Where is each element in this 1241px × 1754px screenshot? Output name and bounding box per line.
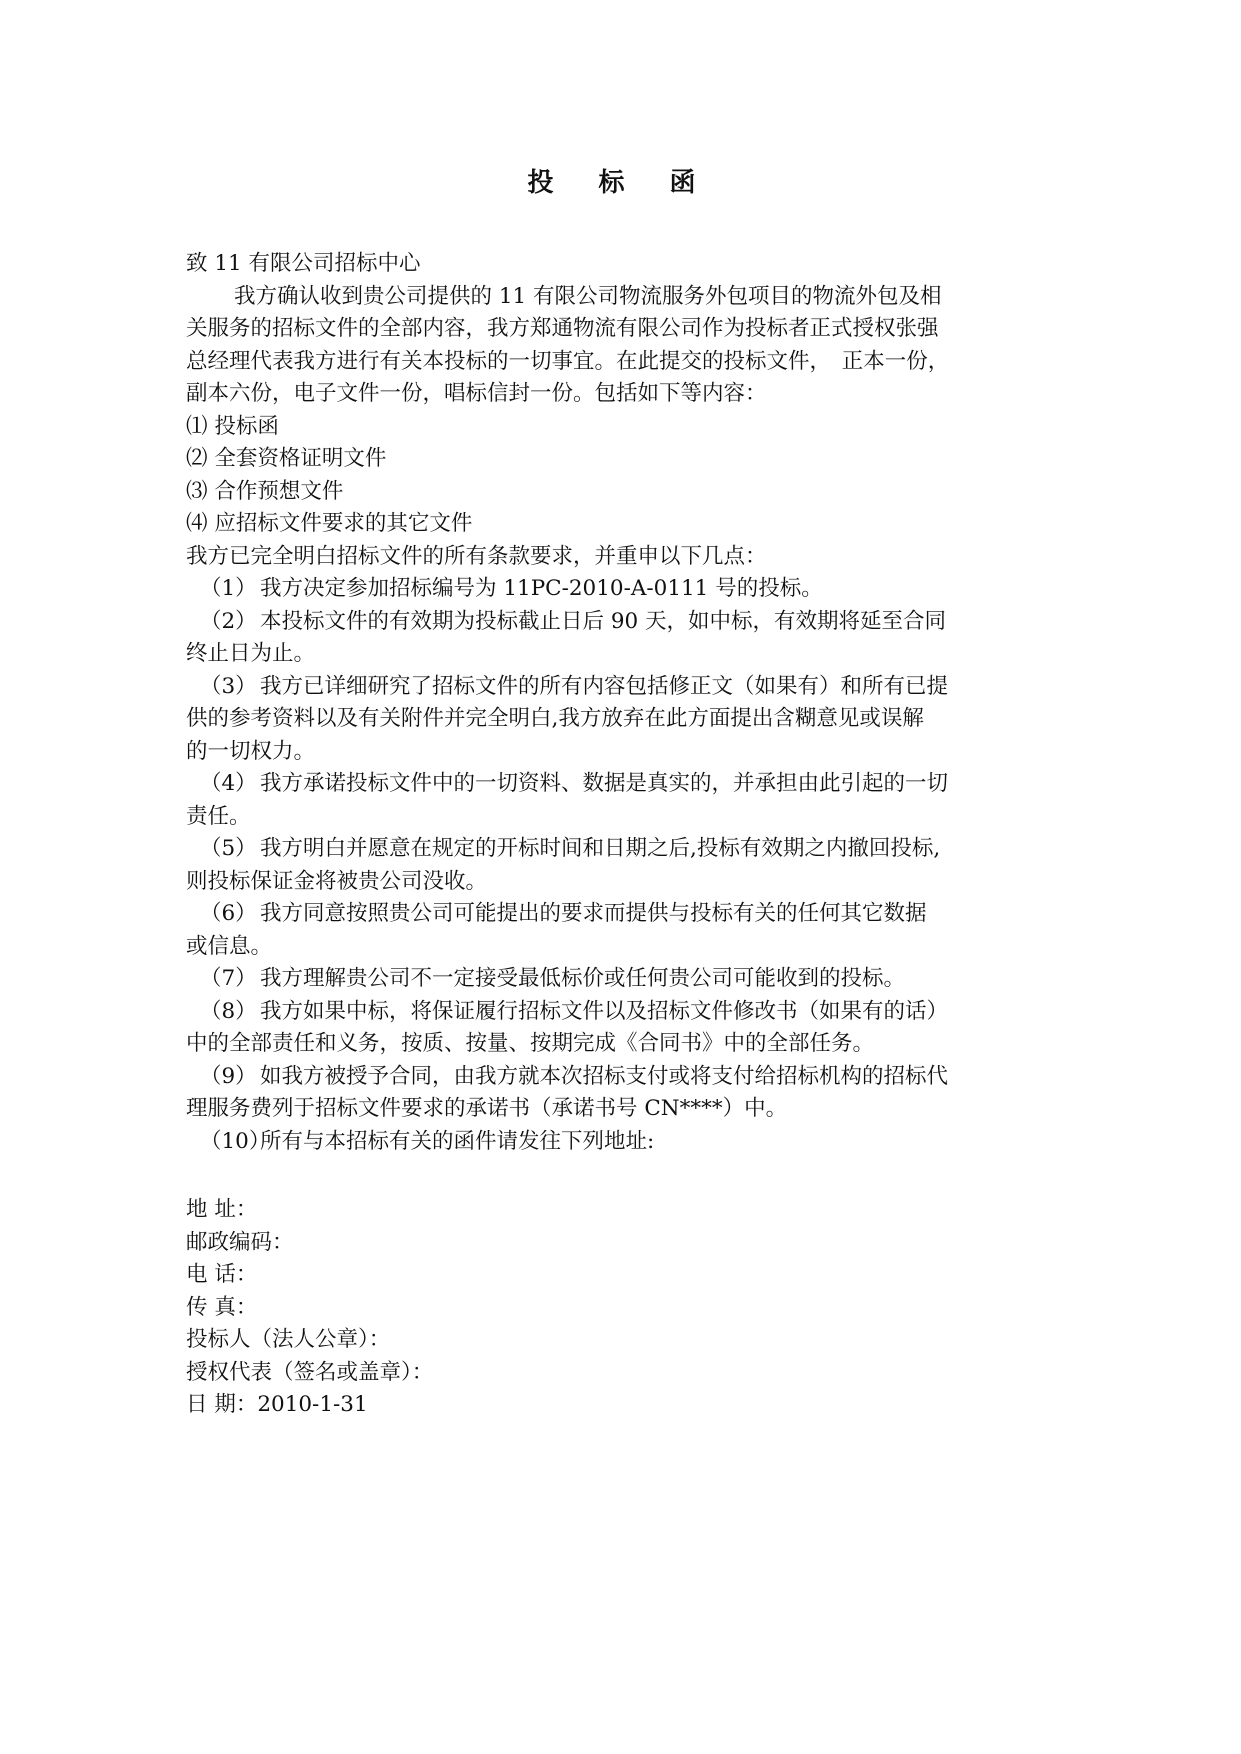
point-text-continued: 理服务费列于招标文件要求的承诺书（承诺书号 CN****）中。 [186, 1096, 788, 1121]
point-item [186, 1061, 1066, 1094]
postal-code-field: 邮政编码： [186, 1229, 294, 1255]
point-number: （4） [200, 771, 257, 796]
point-item [186, 671, 1066, 704]
point-text: 所有与本招标有关的函件请发往下列地址: [260, 1128, 655, 1154]
point-item [186, 606, 1066, 639]
contents-list-item: ⑷ 应招标文件要求的其它文件 [186, 511, 473, 536]
point-item [186, 1126, 1066, 1159]
intro-line: 副本六份，电子文件一份，唱标信封一份。包括如下等内容： [186, 381, 767, 406]
intro-line: 总经理代表我方进行有关本投标的一切事宜。在此提交的投标文件， 正本一份， [186, 348, 950, 374]
authorized-rep-field: 授权代表（签名或盖章）： [186, 1359, 434, 1385]
point-text-continued: 责任。 [186, 803, 251, 829]
point-number: （5） [200, 836, 257, 861]
point-text-continued: 或信息。 [186, 933, 273, 959]
point-text: 如我方被授予合同，由我方就本次招标支付或将支付给招标机构的招标代 [260, 1063, 949, 1089]
point-text-continued: 的一切权力。 [186, 738, 316, 764]
point-text: 我方如果中标，将保证履行招标文件以及招标文件修改书（如果有的话） [260, 998, 949, 1024]
point-number: （7） [200, 966, 257, 991]
point-item [186, 573, 1066, 606]
contact-fields [186, 1194, 1066, 1422]
point-text-continued: 则投标保证金将被贵公司没收。 [186, 868, 488, 894]
intro-line: 关服务的招标文件的全部内容，我方郑通物流有限公司作为投标者正式授权张强 [186, 316, 939, 341]
contents-list-item: ⑶ 合作预想文件 [186, 478, 344, 504]
address-field: 地 址： [186, 1197, 258, 1222]
point-item [186, 898, 1066, 931]
point-number: （1） [200, 576, 257, 601]
addressee-line: 致 11 有限公司招标中心 [186, 251, 421, 276]
point-text: 我方理解贵公司不一定接受最低标价或任何贵公司可能收到的投标。 [260, 966, 906, 991]
fax-field: 传 真： [186, 1294, 258, 1320]
point-number: （9） [200, 1063, 257, 1089]
phone-field: 电 话： [186, 1262, 258, 1287]
point-text: 我方已详细研究了招标文件的所有内容包括修正文（如果有）和所有已提 [260, 673, 949, 699]
declaration-line: 我方已完全明白招标文件的所有条款要求，并重申以下几点： [186, 543, 767, 569]
document-title: 投 标 函 [527, 168, 714, 198]
date-field: 日 期：2010-1-31 [186, 1392, 368, 1417]
point-text-continued: 中的全部责任和义务，按质、按量、按期完成《合同书》中的全部任务。 [186, 1031, 875, 1056]
contents-list-item: ⑵ 全套资格证明文件 [186, 446, 387, 471]
point-text: 我方明白并愿意在规定的开标时间和日期之后,投标有效期之内撤回投标, [260, 836, 941, 861]
intro-line: 我方确认收到贵公司提供的 11 有限公司物流服务外包项目的物流外包及相 [234, 283, 942, 309]
point-text: 我方同意按照贵公司可能提出的要求而提供与投标有关的任何其它数据 [260, 901, 927, 926]
point-number: （6） [200, 901, 257, 926]
bidder-seal-field: 投标人（法人公章）： [186, 1327, 391, 1352]
point-item [186, 768, 1066, 801]
point-text: 我方承诺投标文件中的一切资料、数据是真实的，并承担由此引起的一切 [260, 771, 949, 796]
point-text: 本投标文件的有效期为投标截止日后 90 天，如中标，有效期将延至合同 [260, 608, 947, 634]
point-number: （8） [200, 998, 257, 1024]
point-item [186, 996, 1066, 1029]
point-item [186, 963, 1066, 996]
point-text-continued: 供的参考资料以及有关附件并完全明白,我方放弃在此方面提出含糊意见或误解 [186, 706, 924, 731]
point-item [186, 833, 1066, 866]
point-number: （2） [200, 608, 257, 634]
point-number: （3） [200, 673, 257, 699]
point-number: （10） [200, 1128, 271, 1154]
point-text: 我方决定参加招标编号为 11PC-2010-A-0111 号的投标。 [260, 576, 823, 601]
contents-list-item: ⑴ 投标函 [186, 413, 279, 439]
point-text-continued: 终止日为止。 [186, 641, 316, 666]
letter-body [186, 248, 1066, 1158]
